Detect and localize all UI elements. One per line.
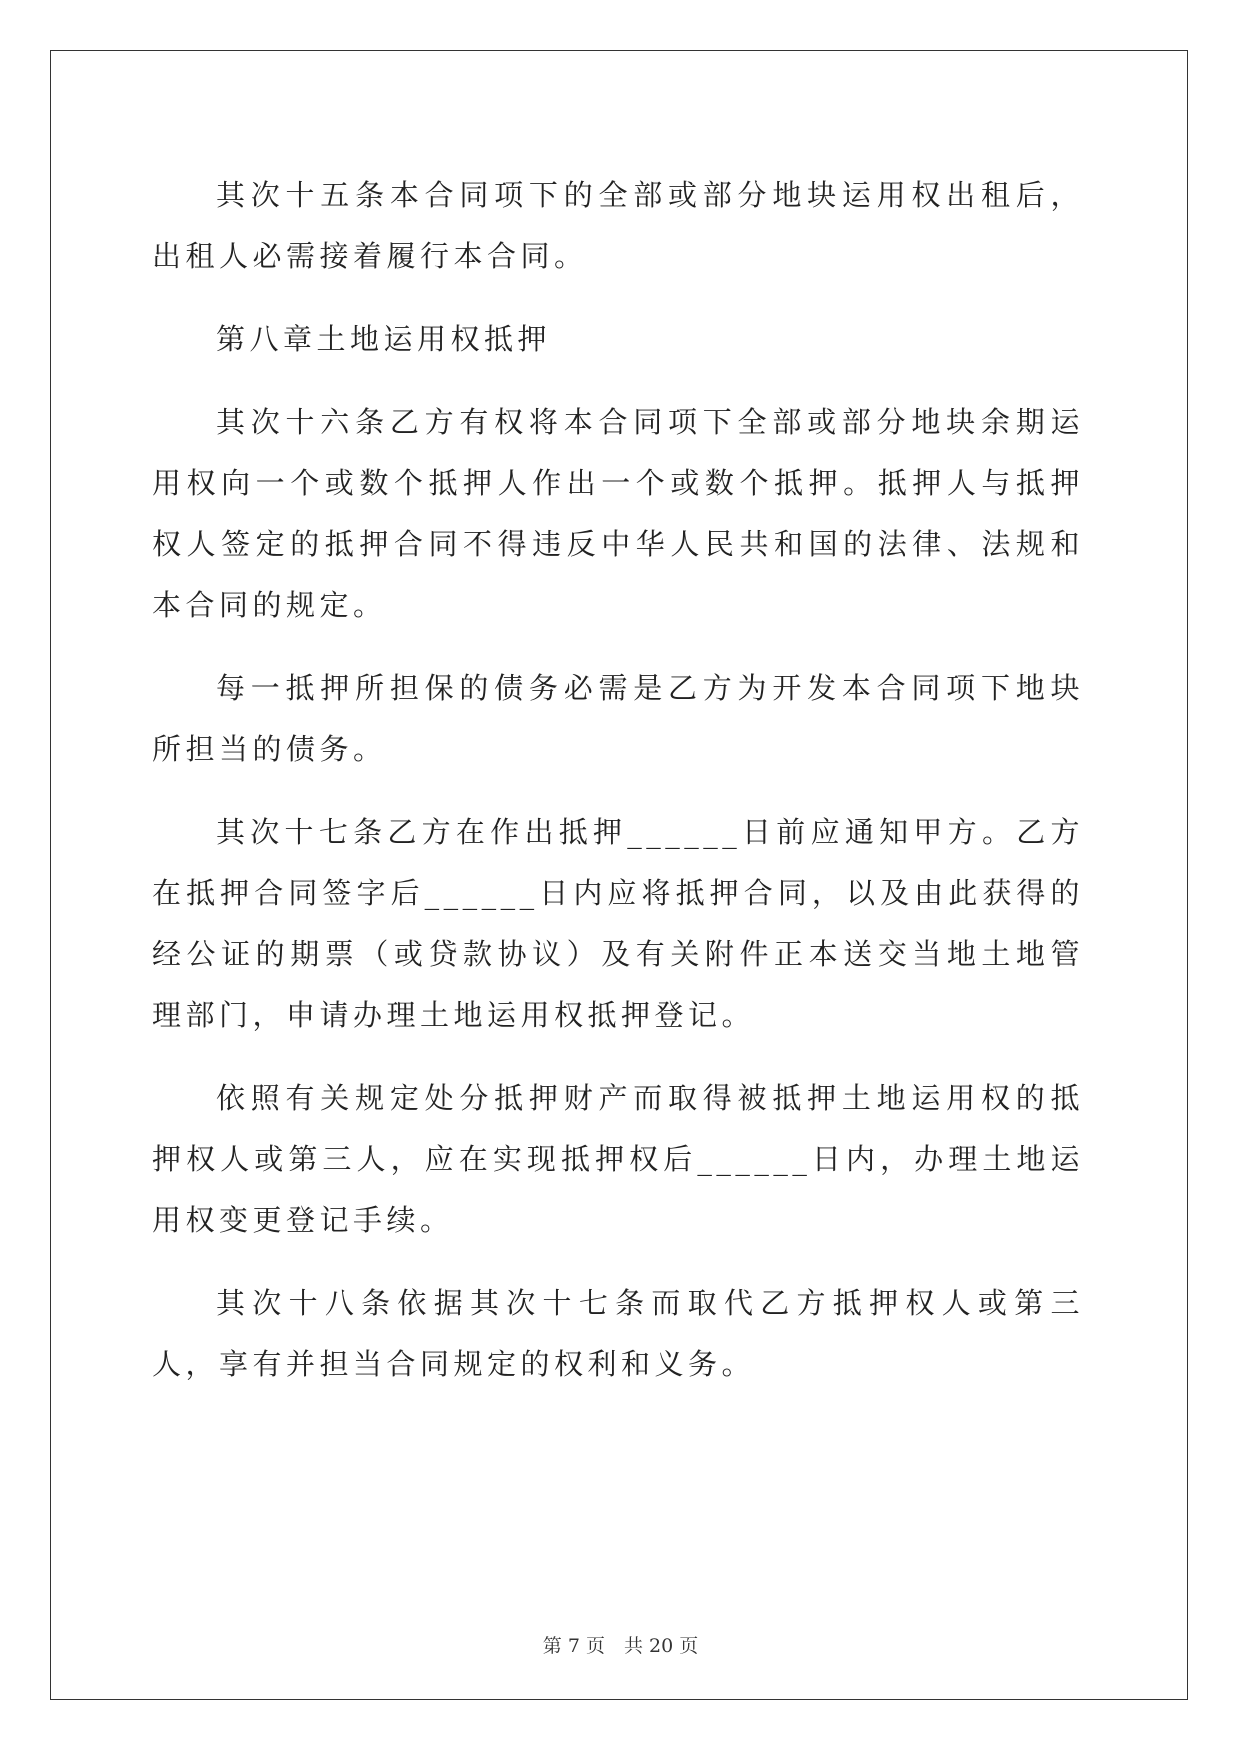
page-number-footer: 第 7 页 共 20 页 xyxy=(542,1635,699,1657)
paragraph-debt: 每一抵押所担保的债务必需是乙方为开发本合同项下地块所担当的债务。 xyxy=(152,671,1084,766)
paragraph-article-28: 其次十八条依据其次十七条而取代乙方抵押权人或第三人，享有并担当合同规定的权利和义务。 xyxy=(152,1286,1084,1381)
chapter-heading: 第八章土地运用权抵押 xyxy=(216,322,552,356)
document-body xyxy=(152,165,1084,1395)
paragraph-disposal: 依照有关规定处分抵押财产而取得被抵押土地运用权的抵押权人或第三人，应在实现抵押权后______日内，办理土地运用权变更登记手续。 xyxy=(152,1081,1084,1237)
paragraph-article-26: 其次十六条乙方有权将本合同项下全部或部分地块余期运用权向一个或数个抵押人作出一个或数个抵押。抵押人与抵押权人签定的抵押合同不得违反中华人民共和国的法律、法规和本合同的规定。 xyxy=(152,405,1084,622)
paragraph-article-27: 其次十七条乙方在作出抵押______日前应通知甲方。乙方在抵押合同签字后______日内应将抵押合同，以及由此获得的经公证的期票（或贷款协议）及有关附件正本送交当地土地管理部门，申请办理土地运用权抵押登记。 xyxy=(152,815,1084,1032)
paragraph-article-25: 其次十五条本合同项下的全部或部分地块运用权出租后，出租人必需接着履行本合同。 xyxy=(152,178,1084,273)
